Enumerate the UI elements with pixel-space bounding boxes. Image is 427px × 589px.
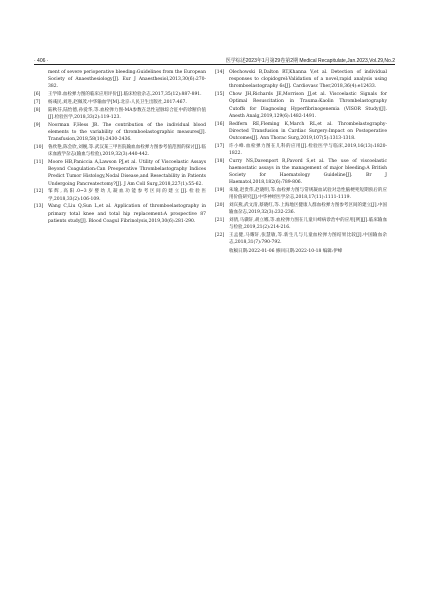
reference-number: [17] bbox=[215, 143, 225, 149]
reference-entry bbox=[34, 99, 206, 106]
reference-entry bbox=[215, 232, 387, 246]
left-reference-column bbox=[34, 69, 206, 226]
reference-number: [19] bbox=[215, 188, 225, 194]
reference-text: ment of severe perioperative bleeding:Guidelines from the European Society of Anaesthesiology[J]. Eur J Anaesthesiol,2013,30(6):270-382. bbox=[48, 70, 206, 90]
reference-entry bbox=[34, 159, 206, 188]
reference-entry bbox=[34, 69, 206, 91]
reference-text: Chow JH,Richards JE,Morrison JJ,et al. Viscoelastic Signals for Optimal Resuscitation in Trauma:Kaolin Thrombelastography Cutoffs for Diagnosing Hyperfibrinogenemia (VISOR Study)[J]. Anesth Analg,2019,129(6):1482-1491. bbox=[229, 92, 387, 119]
reference-entry bbox=[215, 158, 387, 187]
reference-entry bbox=[215, 91, 387, 120]
reference-number: [14] bbox=[215, 70, 225, 75]
reference-text: Curry NS,Davenport R,Pavord S,et al. The use of viscoelastic haemostatic assays in the management of major bleeding:A British Society for Haematology Guideline[J]. Br J Haematol,2018,182(6):789-806. bbox=[229, 158, 387, 186]
reference-number: [18] bbox=[215, 158, 225, 164]
reference-text: 鲁欣艳,陈会欣,刘婉,等.武汉某三甲医院输血血栓弹力图参考值范围的探讨[J].临床血液学杂志(输血与检验),2019,32(3):440-442. bbox=[48, 145, 206, 158]
reference-entry bbox=[34, 188, 206, 202]
reference-entry bbox=[34, 107, 206, 121]
page-header bbox=[34, 55, 395, 64]
reference-number: [6] bbox=[34, 92, 41, 98]
reference-entry bbox=[34, 144, 206, 158]
reference-text: 朱瑜,赵贵伟,赵晓明,等.血栓弹力图与常规凝血试验对急性脑梗死短期预后的应用价值研究[J].中华神经医学杂志,2018,17(11):1111-1119. bbox=[229, 188, 387, 201]
reference-number bbox=[34, 69, 48, 91]
reference-text: Moore HB,Paniccia A,Lawson PJ,et al. Utility of Viscoelastic Assays Beyond Coagulation:Can Preoperative Thrombelastography Indices Predict Tumor Histology,Nodal Disease,and Resectability in Patients Undergoing Pancreatectomy?[J]. J Am Coll Surg,2018,227(1):55-62. bbox=[48, 160, 206, 187]
reference-entry bbox=[215, 69, 387, 91]
reference-text: 王孟健,马耀轩,张慧敏,等.新生儿与儿童血栓弹力图结果比较[J].中国输血杂志,2018,31(7):790-792. bbox=[229, 233, 387, 246]
reference-number: [15] bbox=[215, 92, 225, 98]
reference-text: 杨彧民,刘进,赵佩茂.中华输血学[M].北京:人民卫生出版社,2017:467. bbox=[48, 100, 187, 105]
receipt-dates: 收稿日期:2022-01-06 修回日期:2022-10-18 编辑:伊峰 bbox=[229, 248, 343, 254]
reference-text: Olechowski B,Dalton RT,Khanna V,et al. Detection of individual responses to clopidogrel:Validation of a novel,rapid analysis using thromboelastography 6s[J]. Cardiovasc Ther,2018,36(4):e12433. bbox=[229, 70, 387, 90]
page-number: · 406 · bbox=[34, 58, 49, 64]
reference-entry bbox=[215, 121, 387, 143]
reference-text: 刘宾燕,武文清,蔡晓红,等.上海地区健康人群血栓弹力图参考区间的建立[J].中国输血杂志,2019,32(3):232-236. bbox=[229, 203, 387, 216]
reference-number: [16] bbox=[215, 121, 225, 127]
reference-text: 王学锋.血栓弹力图的临床应用评价[J].临床检验杂志,2017,35(12):887-891. bbox=[48, 92, 202, 98]
reference-entry bbox=[34, 203, 206, 225]
reference-number: [10] bbox=[34, 145, 44, 150]
right-reference-column bbox=[215, 69, 387, 255]
reference-number: [7] bbox=[34, 100, 41, 105]
reference-entry bbox=[215, 187, 387, 201]
reference-text: Wang C,Liu Q,Sun L,et al. Application of thromboelastography in primary total knee and total hip replacement:A prospective 87 patients study[J]. Blood Coagul Fibrinolysis,2019,30(6):281-290. bbox=[48, 204, 206, 224]
reference-number: [8] bbox=[34, 107, 41, 113]
reference-number: [20] bbox=[215, 203, 225, 209]
reference-entry bbox=[215, 217, 387, 231]
reference-number: [9] bbox=[34, 122, 41, 128]
reference-entry bbox=[34, 91, 206, 98]
reference-text: Redfern RE,Fleming K,March RL,et al. Thrombelastography-Directed Transfusion in Cardiac Surgery:Impact on Postoperative Outcomes[J]. Ann Thorac Surg,2019,107(5):1313-1318. bbox=[229, 121, 387, 142]
reference-number: [12] bbox=[34, 189, 44, 195]
reference-text: 陆秋芬,陆怡德,孙爱华,等.血栓弹力图-MA参数在急性冠脉综合征中的诊断价值[J].检验医学,2018,33(2):119-123. bbox=[48, 107, 206, 120]
journal-title: 医学综述2023年1月第29卷第2期 Medical Recapitulate,Jan.2023,Vol.29,No.2 bbox=[225, 58, 395, 64]
reference-text: 许小峰.血栓弹力图在儿科的应用[J].检验医学与临床,2019,16(13):1820-1822. bbox=[229, 143, 387, 157]
header-rule bbox=[34, 64, 395, 65]
reference-text: Noorman F,Hess JR. The contribution of the individual blood elements to the variability of thromboelastographic measures[J]. Transfusion,2018,58(10):2430-2436. bbox=[48, 122, 206, 143]
reference-entry bbox=[215, 143, 387, 157]
reference-number: [11] bbox=[34, 160, 44, 165]
reference-number: [13] bbox=[34, 204, 44, 210]
reference-entry bbox=[215, 202, 387, 216]
reference-text: 刘倩,马骥轩,胡立娜,等.血栓弹力图在儿童川崎病诊治中的应用[例][J].临床输血与检验,2019,21(2):214-216. bbox=[229, 218, 387, 231]
reference-number: [22] bbox=[215, 233, 225, 239]
reference-entry bbox=[34, 122, 206, 144]
reference-text: 邹辉,高阳.0~3岁婴幼儿凝血功能参考区间的建立[J].检验医学,2018,33(2):106-109. bbox=[48, 189, 206, 202]
reference-number: [21] bbox=[215, 218, 225, 224]
